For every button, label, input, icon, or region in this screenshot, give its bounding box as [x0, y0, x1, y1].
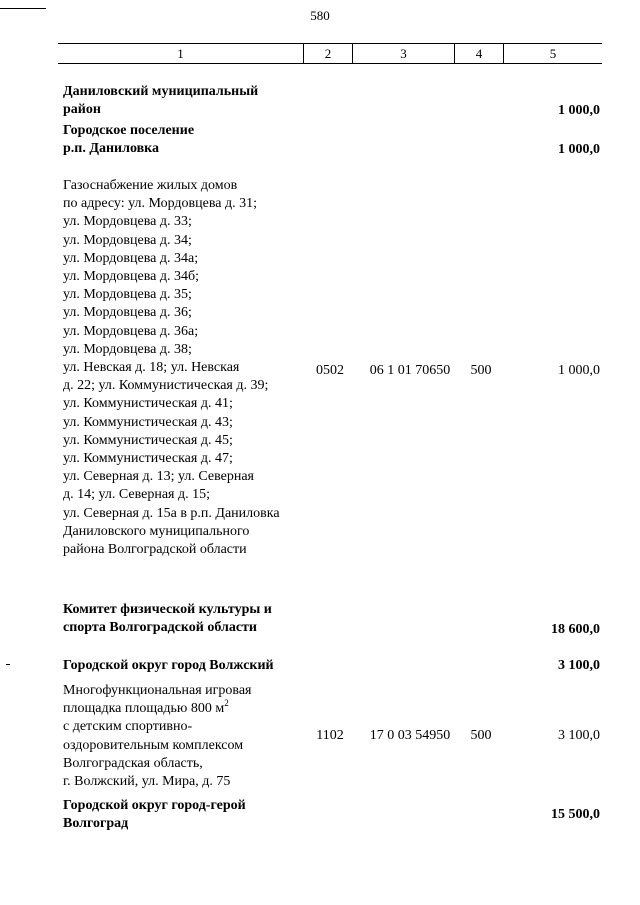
target-article-code: 17 0 03 54950	[369, 728, 451, 743]
gas-supply-line: ул. Мордовцева д. 36а;	[63, 323, 199, 339]
district-amount: 1 000,0	[558, 103, 600, 118]
committee-name	[63, 601, 313, 637]
district-name-line: Даниловский муниципальный	[63, 84, 259, 99]
square-superscript: 2	[224, 698, 229, 709]
district-name	[63, 83, 313, 119]
volgograd-name-line: Волгоград	[63, 816, 129, 832]
playground-line: с детским спортивно-	[63, 719, 193, 735]
gas-supply-line: ул. Коммунистическая д. 47;	[63, 451, 233, 467]
column-header-4: 4	[475, 46, 483, 61]
playground-line: Многофункциональная игровая	[63, 683, 252, 698]
column-header-3: 3	[400, 46, 407, 61]
page-number: 580	[310, 8, 330, 23]
committee-name-line: спорта Волгоградской области	[63, 620, 257, 636]
district-name-line: район	[63, 102, 101, 118]
gas-supply-line: ул. Мордовцева д. 38;	[63, 341, 192, 357]
column-header-1: 1	[177, 46, 184, 61]
gas-supply-line: ул. Мордовцева д. 34;	[63, 232, 192, 248]
gas-supply-line: д. 22; ул. Коммунистическая д. 39;	[63, 378, 269, 394]
playground-line: оздоровительным комплексом	[63, 737, 244, 753]
margin-scan-mark	[6, 664, 10, 665]
column-header-2: 2	[324, 46, 332, 61]
playground-line	[63, 700, 313, 718]
playground-amount: 3 100,0	[558, 728, 600, 743]
expense-type-code: 500	[470, 728, 492, 743]
gas-supply-line: ул. Мордовцева д. 34а;	[63, 250, 199, 266]
gas-supply-line: ул. Коммунистическая д. 45;	[63, 432, 233, 448]
gas-supply-amount: 1 000,0	[558, 363, 600, 378]
header-bottom-rule	[58, 63, 602, 64]
column-header-5: 5	[549, 46, 557, 61]
gas-supply-line: ул. Мордовцева д. 35;	[63, 287, 192, 303]
volzhsky-amount: 3 100,0	[558, 658, 600, 673]
playground-description	[63, 682, 313, 791]
gas-supply-line: района Волгоградской области	[63, 542, 247, 558]
target-article-code: 06 1 01 70650	[369, 363, 451, 378]
gas-supply-line: ул. Мордовцева д. 34б;	[63, 269, 200, 285]
expense-type-code: 500	[470, 363, 492, 378]
gas-supply-line: ул. Невская д. 18; ул. Невская	[63, 360, 240, 376]
gas-supply-line: ул. Коммунистическая д. 41;	[63, 396, 233, 412]
gas-supply-line: ул. Коммунистическая д. 43;	[63, 414, 233, 430]
gas-supply-description	[63, 177, 313, 559]
settlement-name	[63, 122, 313, 158]
gas-supply-line: по адресу: ул. Мордовцева д. 31;	[63, 196, 258, 212]
volgograd-name-line: Городской округ город-герой	[63, 798, 246, 813]
settlement-name-line: р.п. Даниловка	[63, 141, 160, 157]
section-code: 0502	[316, 363, 344, 378]
settlement-name-line: Городское поселение	[63, 123, 195, 138]
gas-supply-line: д. 14; ул. Северная д. 15;	[63, 487, 211, 503]
gas-supply-line: ул. Мордовцева д. 33;	[63, 214, 192, 230]
volgograd-name	[63, 797, 313, 833]
committee-amount: 18 600,0	[551, 622, 600, 637]
gas-supply-line: ул. Северная д. 13; ул. Северная	[63, 469, 254, 485]
volgograd-amount: 15 500,0	[551, 807, 600, 822]
volzhsky-name: Городской округ город Волжский	[63, 658, 274, 673]
committee-name-line: Комитет физической культуры и	[63, 602, 272, 617]
playground-line: Волгоградская область,	[63, 755, 203, 771]
playground-line: г. Волжский, ул. Мира, д. 75	[63, 774, 231, 790]
gas-supply-line: Газоснабжение жилых домов	[63, 178, 238, 193]
playground-area-text: площадка площадью 800 м	[63, 701, 225, 717]
settlement-amount: 1 000,0	[558, 142, 600, 157]
section-code: 1102	[316, 728, 344, 743]
gas-supply-line: Даниловского муниципального	[63, 523, 250, 539]
gas-supply-line: ул. Северная д. 15а в р.п. Даниловка	[63, 505, 280, 521]
gas-supply-line: ул. Мордовцева д. 36;	[63, 305, 192, 321]
